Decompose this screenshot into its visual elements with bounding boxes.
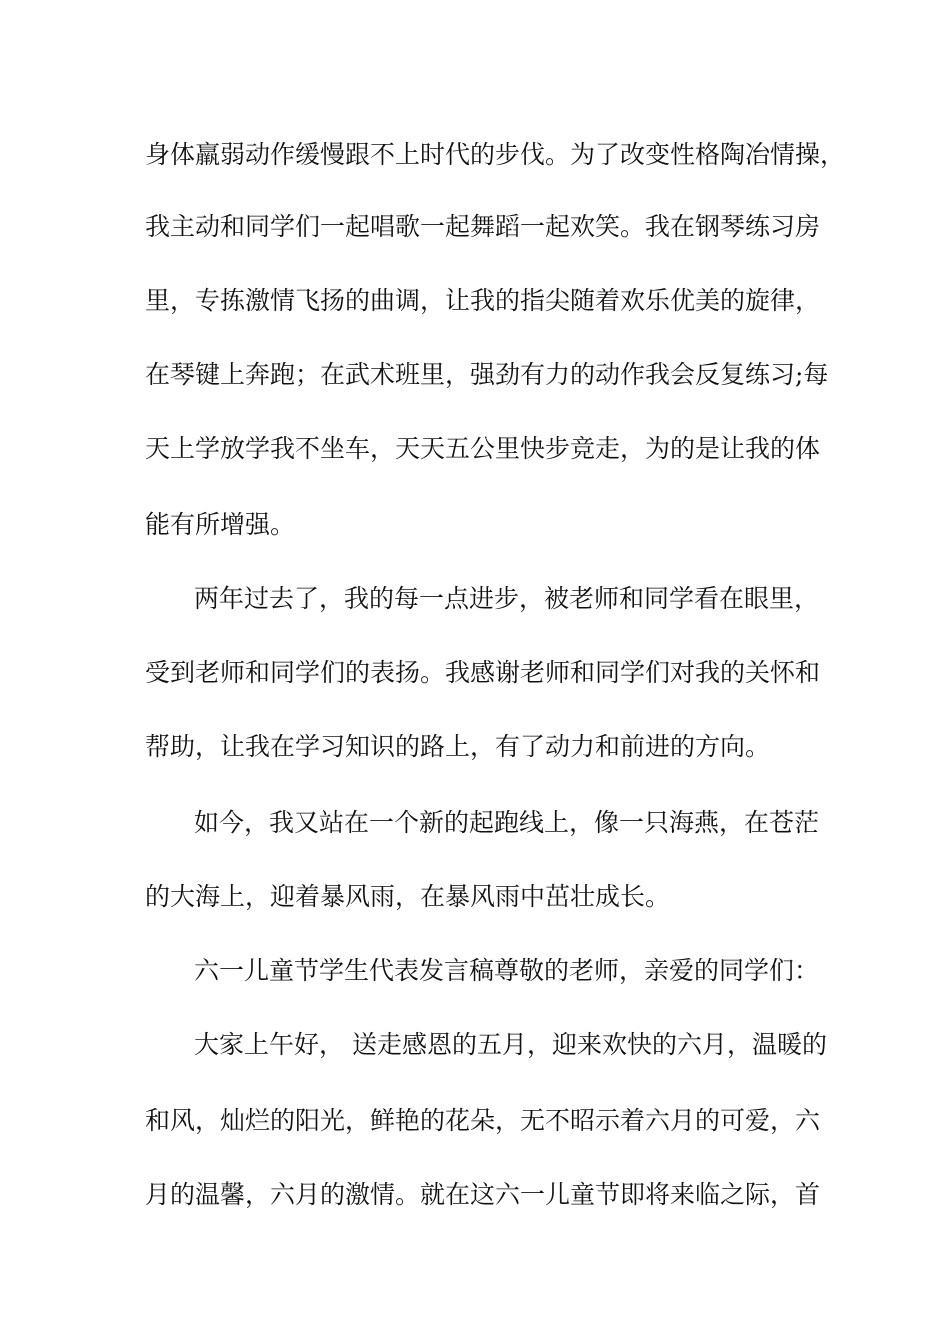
text-line: 月的温馨，六月的激情。就在这六一儿童节即将来临之际，首 (145, 1180, 821, 1209)
text-line: 能有所增强。 (145, 510, 296, 539)
text-line: 里，专拣激情飞扬的曲调，让我的指尖随着欢乐优美的旋律， (145, 286, 821, 315)
text-line: 天上学放学我不坐车，天天五公里快步竞走，为的是让我的体 (145, 434, 821, 463)
text-line: 受到老师和同学们的表扬。我感谢老师和同学们对我的关怀和 (145, 658, 821, 687)
paragraph-start-line: 大家上午好， 送走感恩的五月，迎来欢快的六月，温暖的 (194, 1030, 827, 1059)
paragraph-start-line: 两年过去了，我的每一点进步，被老师和同学看在眼里， (194, 584, 820, 613)
text-line: 我主动和同学们一起唱歌一起舞蹈一起欢笑。我在钢琴练习房 (145, 212, 821, 241)
paragraph-start-line: 如今，我又站在一个新的起跑线上，像一只海燕，在苍茫 (194, 808, 820, 837)
text-line: 帮助，让我在学习知识的路上，有了动力和前进的方向。 (145, 732, 771, 761)
text-line: 身体羸弱动作缓慢跟不上时代的步伐。为了改变性格陶冶情操， (145, 140, 846, 169)
speech-heading-line: 六一儿童节学生代表发言稿尊敬的老师，亲爱的同学们： (194, 956, 820, 985)
text-line: 的大海上，迎着暴风雨，在暴风雨中茁壮成长。 (145, 882, 671, 911)
text-line: 在琴键上奔跑；在武术班里，强劲有力的动作我会反复练习;每 (145, 360, 829, 389)
text-line: 和风，灿烂的阳光，鲜艳的花朵，无不昭示着六月的可爱，六 (145, 1106, 821, 1135)
